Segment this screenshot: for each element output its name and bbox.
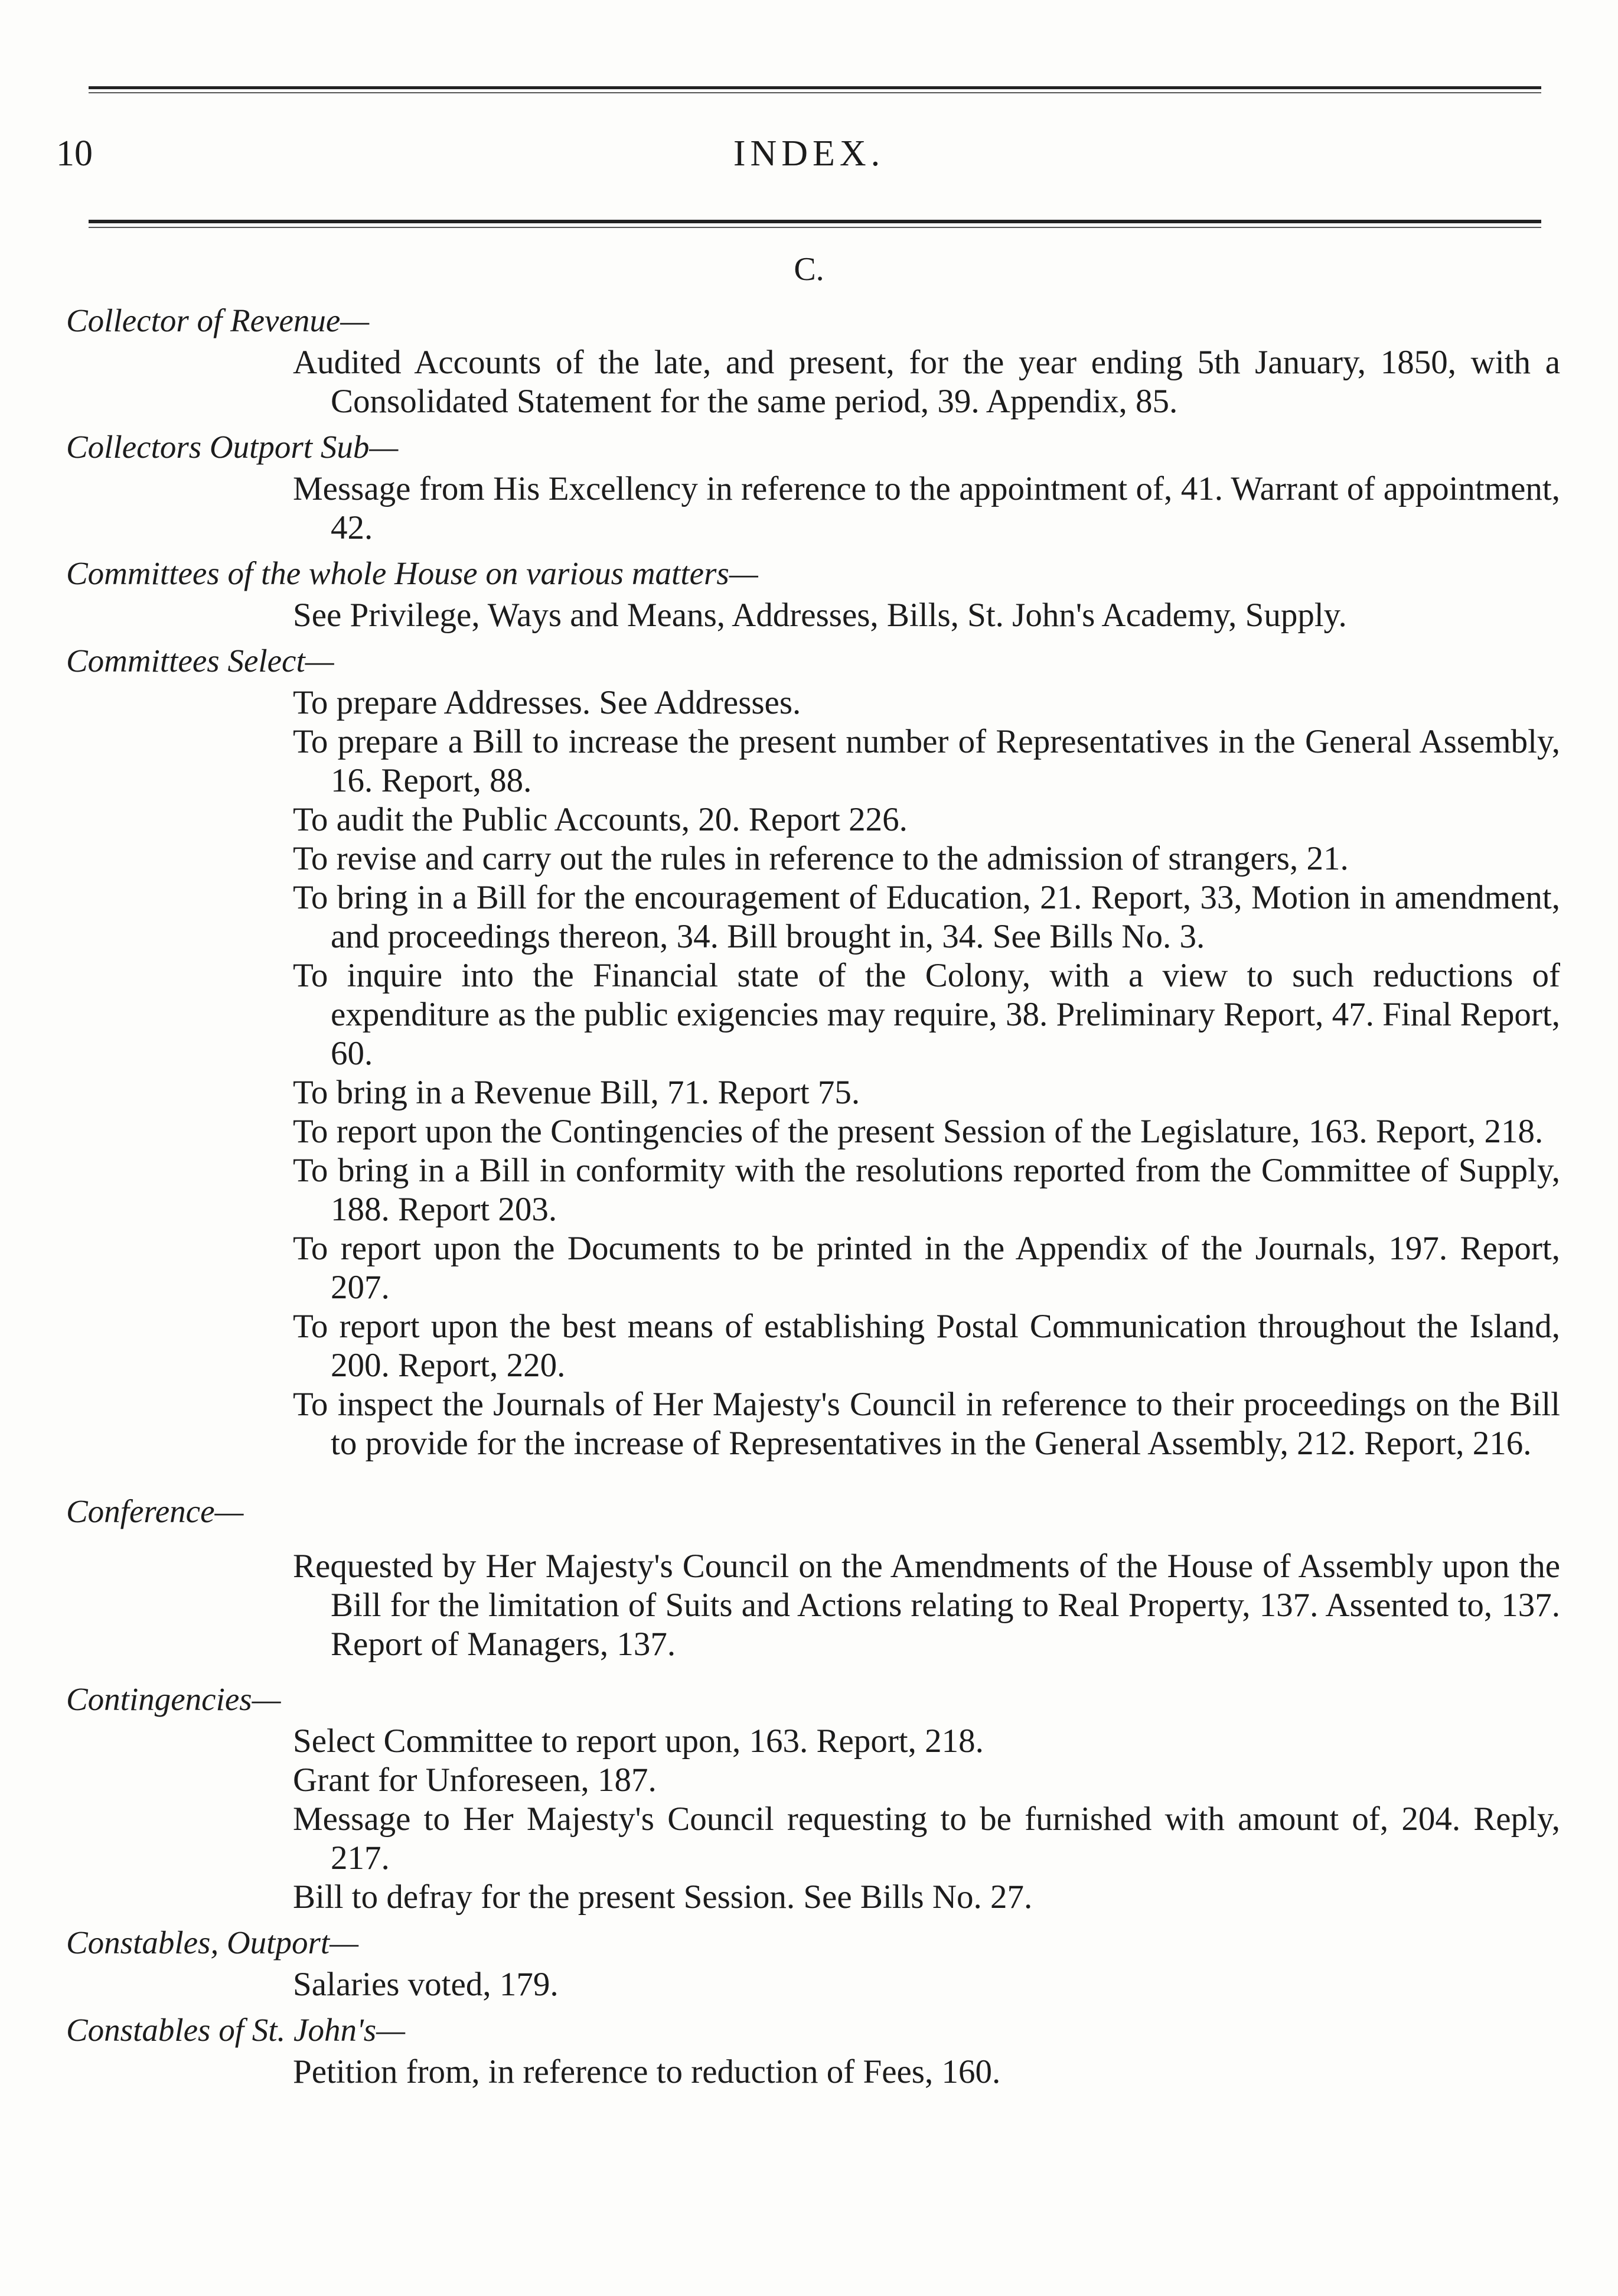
subentry: To revise and carry out the rules in reference to the admission of strangers, 21. [293, 840, 1349, 877]
subentry: To audit the Public Accounts, 20. Report 226. [293, 801, 908, 838]
index-entry [66, 551, 1560, 635]
page-number: 10 [56, 133, 93, 174]
subentry: To report upon the best means of establishing Postal Communication throughout the Island, 200. Report, 220. [293, 1308, 1560, 1384]
subentry: To report upon the Documents to be printed in the Appendix of the Journals, 197. Report, 207. [293, 1230, 1560, 1306]
index-entry [66, 425, 1560, 548]
subentry: To inspect the Journals of Her Majesty's Council in reference to their proceedings on the Bill to provide for the increase of Representatives in the General Assembly, 212. Report, 216. [293, 1386, 1560, 1462]
entry-subentries [66, 683, 1560, 1463]
top-rule-thin [89, 92, 1541, 93]
index-entries [66, 298, 1560, 2092]
index-entry [66, 1677, 1560, 1917]
entry-heading: Collector of Revenue— [66, 302, 370, 338]
subentry: To bring in a Bill for the encouragement of Education, 21. Report, 33, Motion in amendment, and proceedings thereon, 34. Bill brought in, 34. See Bills No. 3. [293, 879, 1560, 955]
entry-heading: Contingencies— [66, 1681, 281, 1717]
subentry: Bill to defray for the present Session. See Bills No. 27. [293, 1878, 1033, 1916]
subentry: Requested by Her Majesty's Council on the Amendments of the House of Assembly upon the Bill for the limitation of Suits and Actions relating to Real Property, 137. Assented to, 137. Report of Managers, 137. [293, 1548, 1560, 1663]
subentry: Audited Accounts of the late, and present, for the year ending 5th January, 1850, with a Consolidated Statement for the same period, 39. Appendix, 85. [293, 344, 1560, 420]
header-rule [89, 220, 1541, 223]
top-rule [89, 86, 1541, 89]
subentry: To bring in a Revenue Bill, 71. Report 75. [293, 1074, 860, 1111]
subentry: Message to Her Majesty's Council requesting to be furnished with amount of, 204. Reply, 217. [293, 1800, 1560, 1877]
index-entry [66, 1920, 1560, 2004]
entry-subentries [66, 1722, 1560, 1917]
subentry: To prepare Addresses. See Addresses. [293, 684, 801, 721]
subentry: See Privilege, Ways and Means, Addresses, Bills, St. John's Academy, Supply. [293, 597, 1347, 634]
subentry: To inquire into the Financial state of the Colony, with a view to such reductions of expenditure as the public exigencies may require, 38. Preliminary Report, 47. Final Report, 60. [293, 957, 1560, 1072]
entry-heading: Constables, Outport— [66, 1924, 359, 1960]
entry-heading: Committees Select— [66, 643, 334, 679]
header-rule-thin [89, 227, 1541, 228]
entry-heading: Conference— [66, 1493, 244, 1529]
entry-subentries [66, 1547, 1560, 1664]
index-entry [66, 2008, 1560, 2092]
subentry: Select Committee to report upon, 163. Report, 218. [293, 1722, 984, 1760]
index-entry [66, 298, 1560, 421]
subentry: To report upon the Contingencies of the present Session of the Legislature, 163. Report, 218. [293, 1113, 1544, 1150]
entry-subentries [66, 2053, 1560, 2092]
entry-subentries [66, 1965, 1560, 2004]
section-letter: C. [794, 251, 824, 288]
subentry: Petition from, in reference to reduction of Fees, 160. [293, 2053, 1001, 2090]
entry-heading: Committees of the whole House on various matters— [66, 555, 758, 591]
index-entry [66, 1489, 1560, 1664]
subentry: Message from His Excellency in reference to the appointment of, 41. Warrant of appointment, 42. [293, 470, 1560, 546]
subentry: Grant for Unforeseen, 187. [293, 1761, 657, 1799]
subentry: Salaries voted, 179. [293, 1966, 559, 2003]
subentry: To bring in a Bill in conformity with the resolutions reported from the Committee of Supply, 188. Report 203. [293, 1152, 1560, 1228]
entry-heading: Collectors Outport Sub— [66, 429, 399, 465]
entry-subentries [66, 470, 1560, 548]
entry-heading: Constables of St. John's— [66, 2012, 406, 2048]
subentry: To prepare a Bill to increase the present number of Representatives in the General Assembly, 16. Report, 88. [293, 723, 1560, 799]
index-entry [66, 639, 1560, 1463]
entry-subentries [66, 343, 1560, 421]
running-head: INDEX. [733, 133, 885, 174]
entry-subentries [66, 596, 1560, 635]
